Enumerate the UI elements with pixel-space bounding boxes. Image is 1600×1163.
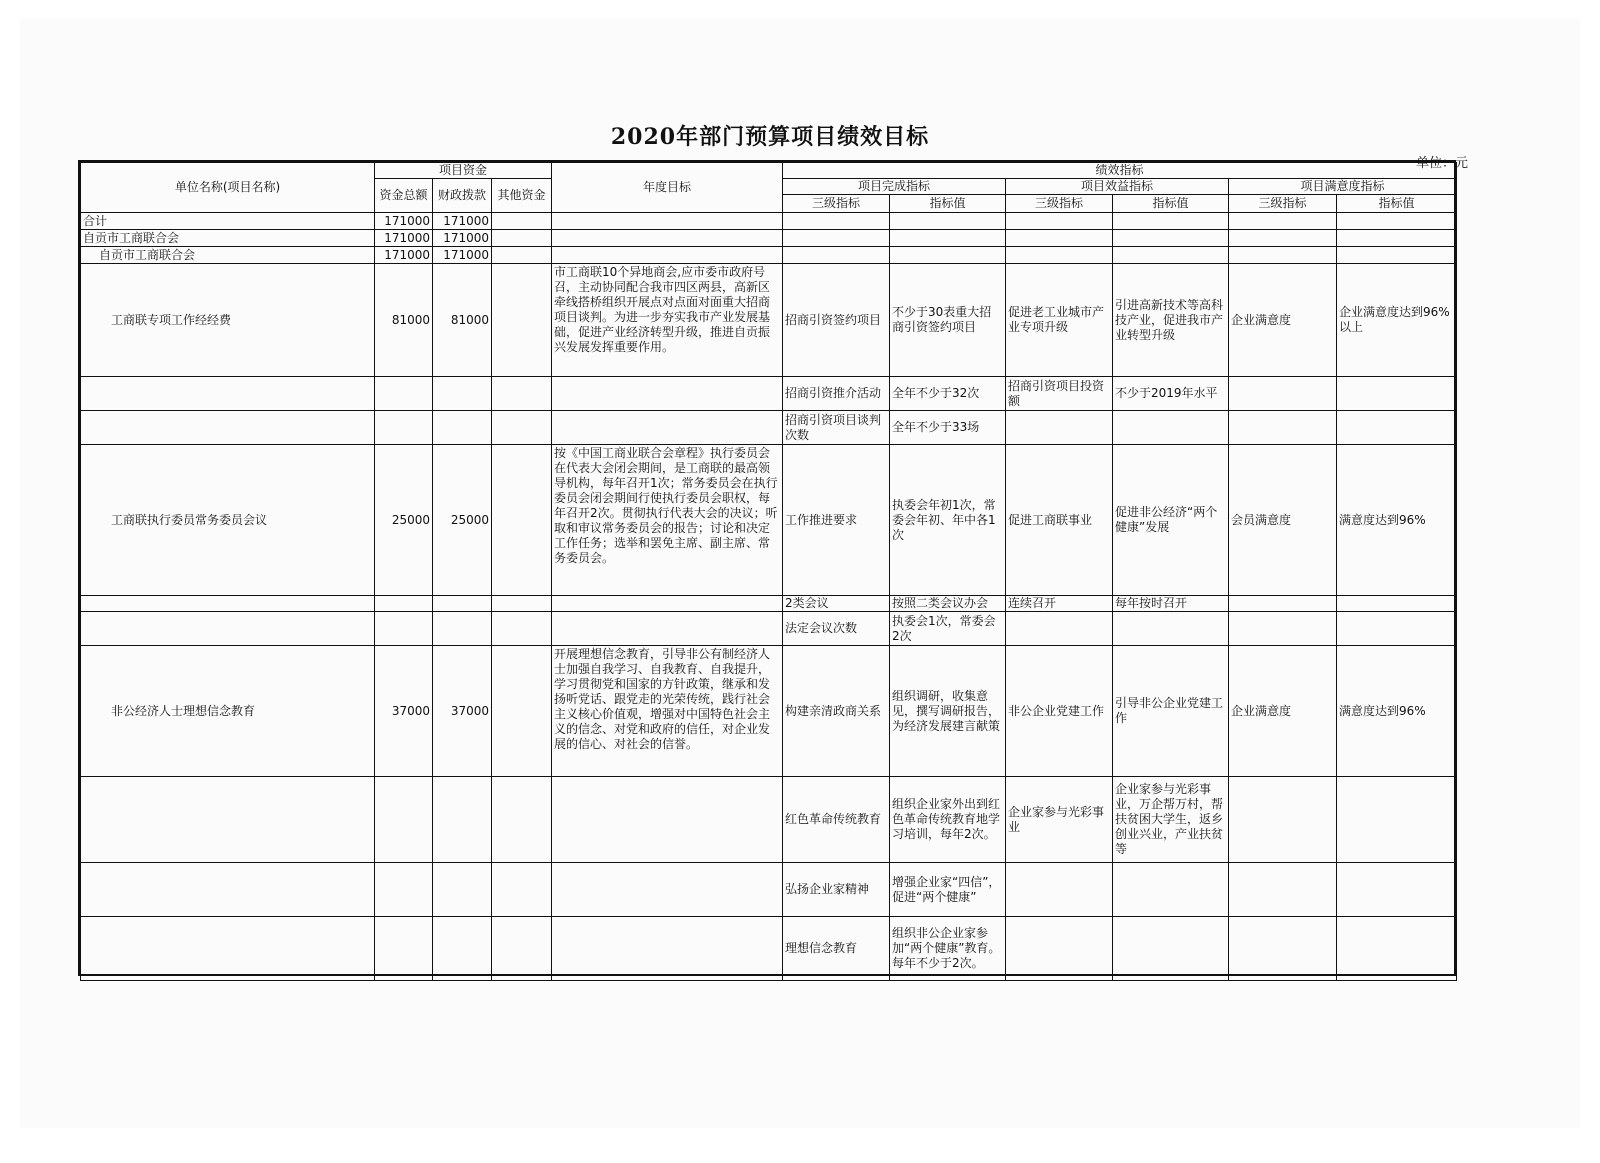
header-satisfaction: 项目满意度指标: [1229, 179, 1457, 195]
benefit-level3: 促进工商联事业: [1006, 445, 1113, 596]
table-row: [81, 917, 1457, 981]
completion-level3: 弘扬企业家精神: [783, 863, 890, 917]
page-title: 2020年部门预算项目绩效目标: [610, 124, 930, 150]
satisfaction-value: 满意度达到96%: [1337, 646, 1457, 777]
summary-fiscal: 171000: [433, 247, 492, 264]
header-project-funds: 项目资金: [375, 163, 552, 179]
benefit-level3: 招商引资项目投资额: [1006, 377, 1113, 411]
table-row: [81, 445, 1457, 596]
satisfaction-level3: 企业满意度: [1229, 646, 1337, 777]
completion-level3: 红色革命传统教育: [783, 777, 890, 863]
summary-total: 171000: [375, 247, 433, 264]
header-satisfaction-level3: 三级指标: [1229, 195, 1337, 213]
completion-value: 组织企业家外出到红色革命传统教育地学习培训，每年2次。: [890, 777, 1006, 863]
summary-fiscal: 171000: [433, 213, 492, 230]
header-performance: 绩效指标: [783, 163, 1457, 179]
table-row: [81, 264, 1457, 377]
completion-value: 执委会1次，常委会2次: [890, 612, 1006, 646]
project-goal-text: 开展理想信念教育，引导非公有制经济人士加强自我学习、自我教育、自我提升，学习贯彻党和国家的方针政策，继承和发扬听党话、跟党走的光荣传统，践行社会主义核心价值观，增强对中国特色社会主义的信念、对党和政府的信任，对企业发展的信心、对社会的信誉。: [554, 647, 771, 751]
summary-name: 自贡市工商联合会: [81, 247, 375, 264]
completion-value: 组织调研，收集意见，撰写调研报告，为经济发展建言献策: [890, 646, 1006, 777]
project-other: [492, 646, 552, 777]
table-row: [81, 596, 1457, 612]
summary-row: [81, 213, 1457, 230]
benefit-value: 引导非公企业党建工作: [1113, 646, 1229, 777]
benefit-value: 企业家参与光彩事业，万企帮万村，帮扶贫困大学生，返乡创业兴业，产业扶贫等: [1113, 777, 1229, 863]
project-total: 37000: [375, 646, 433, 777]
completion-level3: 工作推进要求: [783, 445, 890, 596]
header-benefit-level3: 三级指标: [1006, 195, 1113, 213]
completion-value: 全年不少于33场: [890, 411, 1006, 445]
unit-label: 单位：元: [1416, 156, 1469, 171]
benefit-level3: 非公企业党建工作: [1006, 646, 1113, 777]
completion-level3: 招商引资签约项目: [783, 264, 890, 377]
performance-table: [80, 162, 1457, 981]
completion-level3: 理想信念教育: [783, 917, 890, 981]
project-other: [492, 445, 552, 596]
completion-level3: 法定会议次数: [783, 612, 890, 646]
benefit-value: 每年按时召开: [1113, 596, 1229, 612]
table-row: [81, 646, 1457, 777]
project-goal: [552, 445, 783, 596]
summary-total: 171000: [375, 213, 433, 230]
table-row: [81, 377, 1457, 411]
project-fiscal: 81000: [433, 264, 492, 377]
satisfaction-value: 满意度达到96%: [1337, 445, 1457, 596]
header-satisfaction-value: 指标值: [1337, 195, 1457, 213]
project-goal: [552, 646, 783, 777]
header-completion: 项目完成指标: [783, 179, 1006, 195]
header-benefit: 项目效益指标: [1006, 179, 1229, 195]
project-name: 非公经济人士理想信念教育: [81, 646, 375, 777]
summary-name: 合计: [81, 213, 375, 230]
completion-level3: 招商引资项目谈判次数: [783, 411, 890, 445]
project-goal-text: 按《中国工商业联合会章程》执行委员会在代表大会闭会期间，是工商联的最高领导机构，每年召开1次；常务委员会在执行委员会闭会期间行使执行委员会职权，每年召开2次。贯彻执行代表大会的决议；听取和审议常务委员会的报告；讨论和决定工作任务；选举和罢免主席、副主席、常务委员会。: [554, 446, 778, 565]
satisfaction-value: 企业满意度达到96%以上: [1337, 264, 1457, 377]
table-row: [81, 411, 1457, 445]
header-benefit-value: 指标值: [1113, 195, 1229, 213]
completion-value: 组织非公企业家参加“两个健康”教育。每年不少于2次。: [890, 917, 1006, 981]
completion-level3: 构建亲清政商关系: [783, 646, 890, 777]
header-completion-value: 指标值: [890, 195, 1006, 213]
completion-value: 执委会年初1次，常委会年初、年中各1次: [890, 445, 1006, 596]
summary-total: 171000: [375, 230, 433, 247]
satisfaction-level3: 会员满意度: [1229, 445, 1337, 596]
benefit-level3: 促进老工业城市产业专项升级: [1006, 264, 1113, 377]
summary-row: [81, 230, 1457, 247]
header-row-1: [81, 163, 1457, 179]
summary-name: 自贡市工商联合会: [81, 230, 375, 247]
project-name: 工商联专项工作经经费: [81, 264, 375, 377]
header-fiscal-funds: 财政拨款: [433, 179, 492, 213]
project-fiscal: 37000: [433, 646, 492, 777]
header-completion-level3: 三级指标: [783, 195, 890, 213]
completion-level3: 2类会议: [783, 596, 890, 612]
project-total: 25000: [375, 445, 433, 596]
project-goal: [552, 264, 783, 377]
project-total: 81000: [375, 264, 433, 377]
completion-level3: 招商引资推介活动: [783, 377, 890, 411]
project-other: [492, 264, 552, 377]
header-other-funds: 其他资金: [492, 179, 552, 213]
benefit-value: 不少于2019年水平: [1113, 377, 1229, 411]
summary-row: [81, 247, 1457, 264]
benefit-value: 引进高新技术等高科技产业，促进我市产业转型升级: [1113, 264, 1229, 377]
table-row: [81, 863, 1457, 917]
benefit-value: 促进非公经济“两个健康”发展: [1113, 445, 1229, 596]
project-fiscal: 25000: [433, 445, 492, 596]
summary-fiscal: 171000: [433, 230, 492, 247]
table-row: [81, 777, 1457, 863]
completion-value: 按照二类会议办会: [890, 596, 1006, 612]
completion-value: 全年不少于32次: [890, 377, 1006, 411]
table-row: [81, 612, 1457, 646]
project-goal-text: 市工商联10个异地商会,应市委市政府号召，主动协同配合我市四区两县，高新区牵线搭桥组织开展点对点面对面重大招商项目谈判。为进一步夯实我市产业发展基础，促进产业经济转型升级，推进自贡振兴发展发挥重要作用。: [554, 265, 771, 354]
satisfaction-level3: 企业满意度: [1229, 264, 1337, 377]
completion-value: 增强企业家“四信”，促进“两个健康”: [890, 863, 1006, 917]
benefit-level3: 企业家参与光彩事业: [1006, 777, 1113, 863]
project-name: 工商联执行委员常务委员会议: [81, 445, 375, 596]
completion-value: 不少于30表重大招商引资签约项目: [890, 264, 1006, 377]
header-total-funds: 资金总额: [375, 179, 433, 213]
header-unit-name: 单位名称(项目名称): [81, 163, 375, 213]
header-annual-goal: 年度目标: [552, 163, 783, 213]
benefit-level3: 连续召开: [1006, 596, 1113, 612]
